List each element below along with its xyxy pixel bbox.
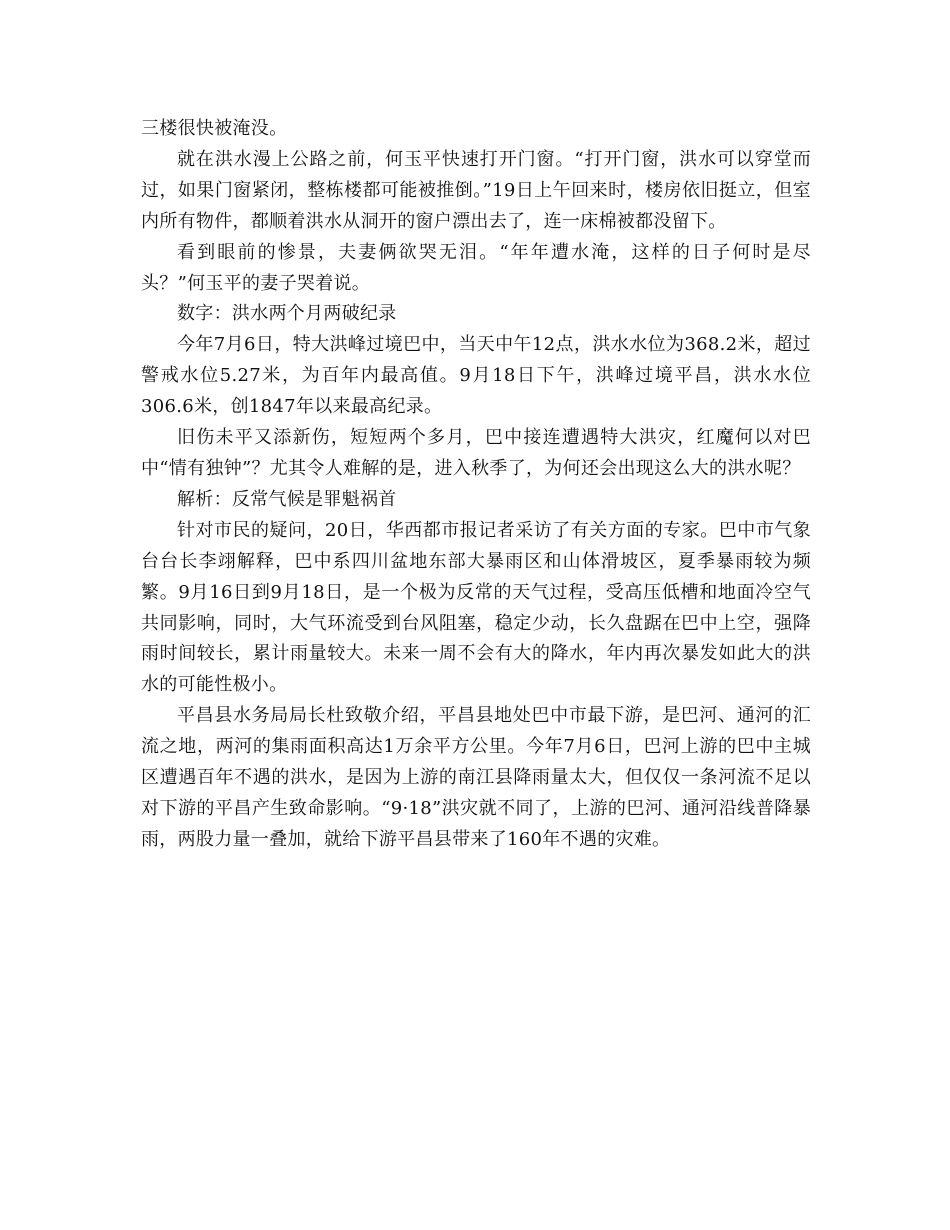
- section-heading: 数字：洪水两个月两破纪录: [177, 303, 397, 325]
- paragraph: 就在洪水漫上公路之前，何玉平快速打开门窗。“打开门窗，洪水可以穿堂而过，如果门窗紧闭，整栋楼都可能被推倒。”19日上午回来时，楼房依旧挺立，但室内所有物件，都顺着洪水从洞开的窗户漂出去了，连一床棉被都没留下。: [141, 148, 811, 232]
- paragraph: 针对市民的疑问，20日，华西都市报记者采访了有关方面的专家。巴中市气象台台长李翊解释，巴中系四川盆地东部大暴雨区和山体滑坡区，夏季暴雨较为频繁。9月16日到9月18日，是一个极为反常的天气过程，受高压低槽和地面冷空气共同影响，同时，大气环流受到台风阻塞，稳定少动，长久盘踞在巴中上空，强降雨时间较长，累计雨量较大。未来一周不会有大的降水，年内再次暴发如此大的洪水的可能性极小。: [141, 519, 811, 696]
- section-heading: 解析：反常气候是罪魁祸首: [177, 488, 397, 510]
- paragraph: 平昌县水务局局长杜致敬介绍，平昌县地处巴中市最下游，是巴河、通河的汇流之地，两河的集雨面积高达1万余平方公里。今年7月6日，巴河上游的巴中主城区遭遇百年不遇的洪水，是因为上游的南江县降雨量太大，但仅仅一条河流不足以对下游的平昌产生致命影响。“9·18”洪灾就不同了，上游的巴河、通河沿线普降暴雨，两股力量一叠加，就给下游平昌县带来了160年不遇的灾难。: [141, 705, 811, 850]
- paragraph: 今年7月6日，特大洪峰过境巴中，当天中午12点，洪水水位为368.2米，超过警戒水位5.27米，为百年内最高值。9月18日下午，洪峰过境平昌，洪水水位306.6米，创1847年以来最高纪录。: [141, 334, 811, 418]
- article-body: [141, 114, 811, 856]
- paragraph: 旧伤未平又添新伤，短短两个多月，巴中接连遭遇特大洪灾，红魔何以对巴中“情有独钟”？尤其令人难解的是，进入秋季了，为何还会出现这么大的洪水呢？: [141, 427, 811, 479]
- paragraph: 看到眼前的惨景，夫妻俩欲哭无泪。“年年遭水淹，这样的日子何时是尽头？”何玉平的妻子哭着说。: [141, 241, 811, 294]
- paragraph-continuation: 三楼很快被淹没。: [141, 118, 288, 139]
